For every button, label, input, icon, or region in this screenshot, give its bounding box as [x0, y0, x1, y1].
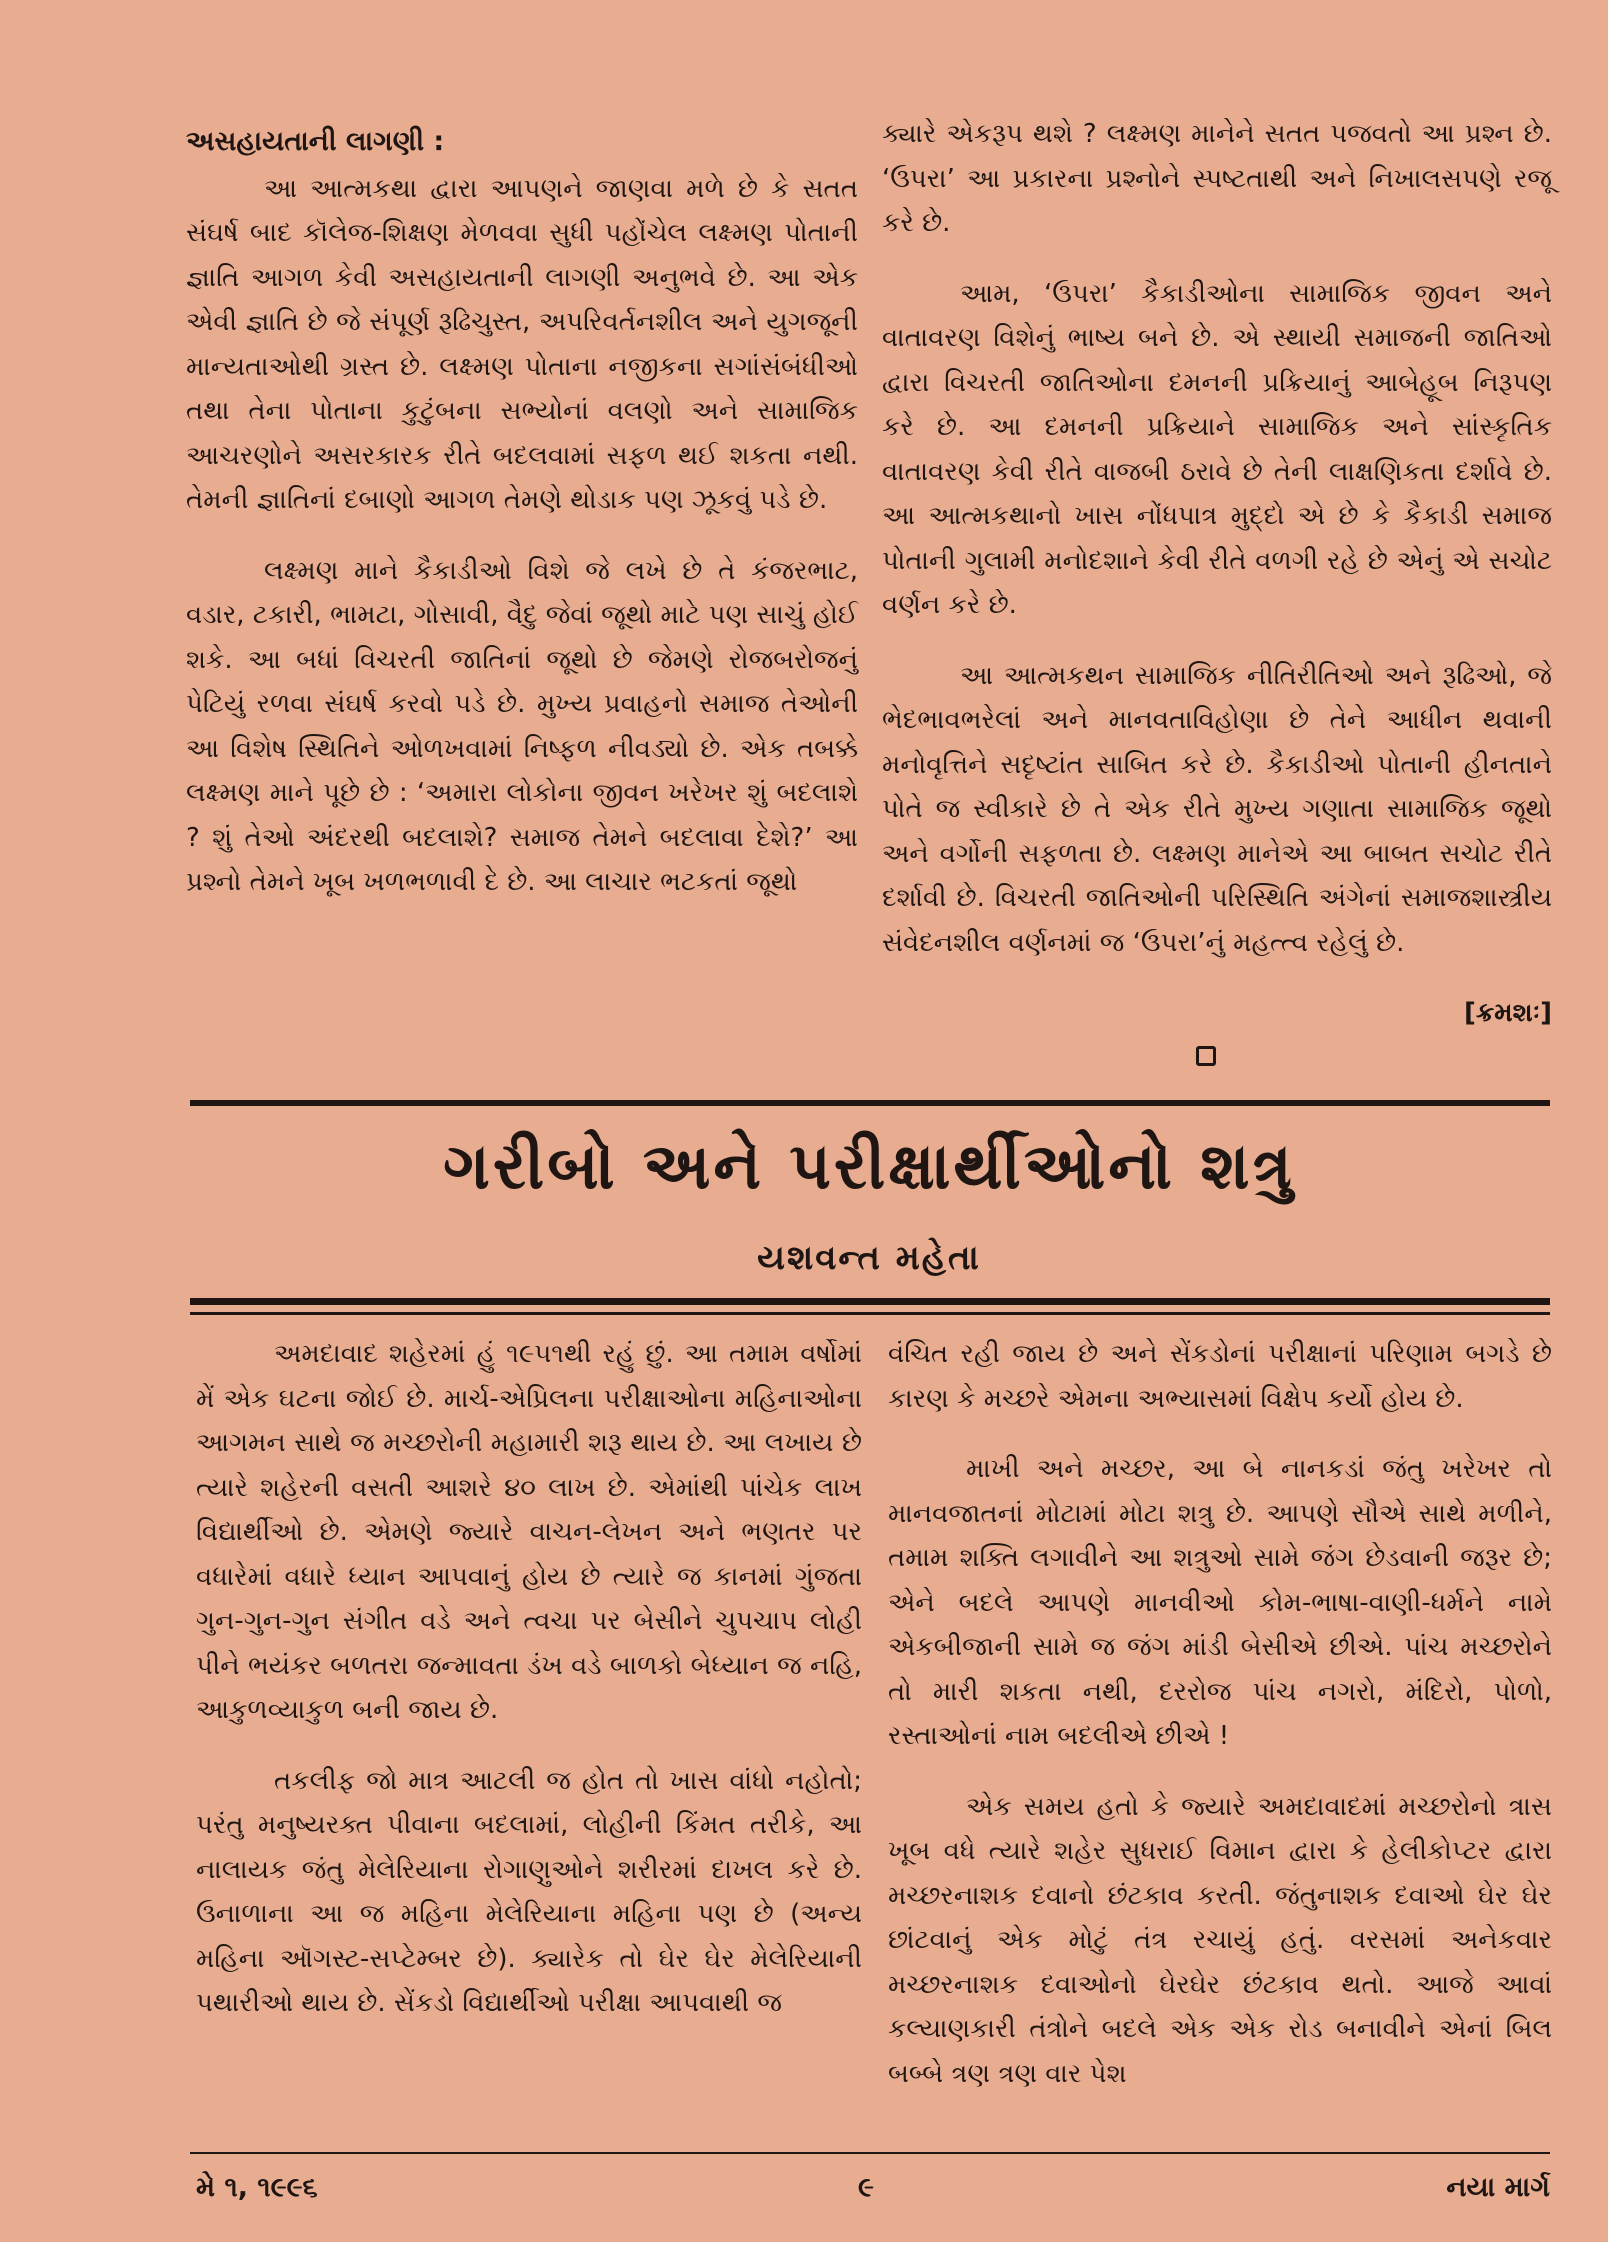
previous-article-right-column — [882, 112, 1552, 1036]
paragraph: એક સમય હતો કે જ્યારે અમદાવાદમાં મચ્છરોનો ત્રાસ ખૂબ વધે ત્યારે શહેર સુધરાઈ વિમાન દ્વારા કે હેલીકોપ્ટર દ્વારા મચ્છરનાશક દવાનો છંટકાવ કરતી. જંતુનાશક દવાઓ ઘેર ઘેર છાંટવાનું એક મોટું તંત્ર રચાયું હતું. વરસમાં અનેકવાર મચ્છરનાશક દવાઓનો ઘેરઘેર છંટકાવ થતો. આજે આવાં કલ્યાણકારી તંત્રોને બદલે એક એક રોડ બનાવીને એનાં બિલ બબ્બે ત્રણ ત્રણ વાર પેશ — [888, 1791, 1552, 2089]
footer-magazine-name: નયા માર્ગ — [1446, 2172, 1550, 2203]
article-right-column — [888, 1332, 1552, 2096]
previous-article-left-column — [186, 120, 858, 905]
paragraph: આમ, ‘ઉપરા’ કૈકાડીઓના સામાજિક જીવન અને વાતાવરણ વિશેનું ભાષ્ય બને છે. એ સ્થાયી સમાજની જાતિઓ દ્વારા વિચરતી જાતિઓના દમનની પ્રક્રિયાનું આબેહૂબ નિરૂપણ કરે છે. આ દમનની પ્રક્રિયાને સામાજિક અને સાંસ્કૃતિક વાતાવરણ કેવી રીતે વાજબી ઠરાવે છે તેની લાક્ષણિકતા દર્શાવે છે. આ આત્મકથાનો ખાસ નોંધપાત્ર મુદ્દો એ છે કે કૈકાડી સમાજ પોતાની ગુલામી મનોદશાને કેવી રીતે વળગી રહે છે એનું એ સચોટ વર્ણન કરે છે. — [882, 278, 1552, 620]
continued-mark: [ક્રમશઃ] — [1464, 998, 1552, 1028]
end-of-article-box-icon — [1196, 1046, 1216, 1066]
paragraph: આ આત્મકથા દ્વારા આપણને જાણવા મળે છે કે સતત સંઘર્ષ બાદ કૉલેજ-શિક્ષણ મેળવવા સુધી પહોંચેલ લક્ષ્મણ પોતાની જ્ઞાતિ આગળ કેવી અસહાયતાની લાગણી અનુભવે છે. આ એક એવી જ્ઞાતિ છે જે સંપૂર્ણ રૂઢિચુસ્ત, અપરિવર્તનશીલ અને યુગજૂની માન્યતાઓથી ગ્રસ્ત છે. લક્ષ્મણ પોતાના નજીકના સગાંસંબંધીઓ તથા તેના પોતાના કુટુંબના સભ્યોનાં વલણો અને સામાજિક આચરણોને અસરકારક રીતે બદલવામાં સફળ થઈ શકતા નથી. તેમની જ્ઞાતિનાં દબાણો આગળ તેમણે થોડાક પણ ઝૂકવું પડે છે. — [186, 173, 858, 515]
footer-date: મે ૧, ૧૯૯૬ — [196, 2172, 318, 2203]
article-left-column — [196, 1332, 862, 2026]
paragraph: લક્ષ્મણ માને કૈકાડીઓ વિશે જે લખે છે તે કંજરભાટ, વડાર, ટકારી, ભામટા, ગોસાવી, વૈદુ જેવાં જૂથો માટે પણ સાચું હોઈ શકે. આ બધાં વિચરતી જાતિનાં જૂથો છે જેમણે રોજબરોજનું પેટિયું રળવા સંઘર્ષ કરવો પડે છે. મુખ્ય પ્રવાહનો સમાજ તેઓની આ વિશેષ સ્થિતિને ઓળખવામાં નિષ્ફળ નીવડ્યો છે. એક તબક્કે લક્ષ્મણ માને પૂછે છે : ‘અમારા લોકોના જીવન ખરેખર શું બદલાશે ? શું તેઓ અંદરથી બદલાશે? સમાજ તેમને બદલાવા દેશે?’ આ પ્રશ્નો તેમને ખૂબ ખળભળાવી દે છે. આ લાચાર ભટકતાં જૂથો — [186, 555, 858, 897]
article-title: ગરીબો અને પરીક્ષાર્થીઓનો શત્રુ — [443, 1130, 1295, 1204]
footer-page-number: ૯ — [858, 2172, 874, 2203]
paragraph: આ આત્મકથન સામાજિક નીતિરીતિઓ અને રૂઢિઓ, જે ભેદભાવભરેલાં અને માનવતાવિહોણા છે તેને આધીન થવાની મનોવૃત્તિને સદૃષ્ટાંત સાબિત કરે છે. કૈકાડીઓ પોતાની હીનતાને પોતે જ સ્વીકારે છે તે એક રીતે મુખ્ય ગણાતા સામાજિક જૂથો અને વર્ગોની સફળતા છે. લક્ષ્મણ માનેએ આ બાબત સચોટ રીતે દર્શાવી છે. વિચરતી જાતિઓની પરિસ્થિતિ અંગેનાં સમાજશાસ્ત્રીય સંવેદનશીલ વર્ણનમાં જ ‘ઉપરા’નું મહત્ત્વ રહેલું છે. — [882, 660, 1552, 958]
paragraph: વંચિત રહી જાય છે અને સેંકડોનાં પરીક્ષાનાં પરિણામ બગડે છે કારણ કે મચ્છરે એમના અભ્યાસમાં વિક્ષેપ કર્યો હોય છે. — [888, 1339, 1552, 1414]
title-divider-rule-thick — [190, 1298, 1550, 1305]
footer-divider-rule — [190, 2152, 1550, 2154]
top-divider-rule — [190, 1100, 1550, 1106]
paragraph: માખી અને મચ્છર, આ બે નાનકડાં જંતુ ખરેખર તો માનવજાતનાં મોટામાં મોટા શત્રુ છે. આપણે સૌએ સાથે મળીને, તમામ શક્તિ લગાવીને આ શત્રુઓ સામે જંગ છેડવાની જરૂર છે; એને બદલે આપણે માનવીઓ કોમ-ભાષા-વાણી-ધર્મને નામે એકબીજાની સામે જ જંગ માંડી બેસીએ છીએ. પાંચ મચ્છરોને તો મારી શકતા નથી, દરરોજ પાંચ નગરો, મંદિરો, પોળો, રસ્તાઓનાં નામ બદલીએ છીએ ! — [888, 1454, 1552, 1751]
paragraph: ક્યારે એકરૂપ થશે ? લક્ષ્મણ માનેને સતત પજવતો આ પ્રશ્ન છે. ‘ઉપરા’ આ પ્રકારના પ્રશ્નોને સ્પષ્ટતાથી અને નિખાલસપણે રજૂ કરે છે. — [882, 119, 1552, 238]
title-divider-rule-thin — [190, 1312, 1550, 1315]
paragraph: અમદાવાદ શહેરમાં હું ૧૯૫૧થી રહું છું. આ તમામ વર્ષોમાં મેં એક ઘટના જોઈ છે. માર્ચ-એપ્રિલના પરીક્ષાઓના મહિનાઓના આગમન સાથે જ મચ્છરોની મહામારી શરૂ થાય છે. આ લખાય છે ત્યારે શહેરની વસતી આશરે ૪૦ લાખ છે. એમાંથી પાંચેક લાખ વિદ્યાર્થીઓ છે. એમણે જ્યારે વાચન-લેખન અને ભણતર પર વધારેમાં વધારે ધ્યાન આપવાનું હોય છે ત્યારે જ કાનમાં ગુંજતા ગુન-ગુન-ગુન સંગીત વડે અને ત્વચા પર બેસીને ચુપચાપ લોહી પીને ભયંકર બળતરા જન્માવતા ડંખ વડે બાળકો બેધ્યાન જ નહિ, આકુળવ્યાકુળ બની જાય છે. — [196, 1339, 862, 1725]
section-subheading: અસહાયતાની લાગણી : — [186, 126, 445, 157]
article-author: યશવન્ત મહેતા — [757, 1238, 981, 1278]
paragraph: તકલીફ જો માત્ર આટલી જ હોત તો ખાસ વાંધો નહોતો; પરંતુ મનુષ્યરક્ત પીવાના બદલામાં, લોહીની કિંમત તરીકે, આ નાલાયક જંતુ મેલેરિયાના રોગાણુઓને શરીરમાં દાખલ કરે છે. ઉનાળાના આ જ મહિના મેલેરિયાના મહિના પણ છે (અન્ય મહિના ઑગસ્ટ-સપ્ટેમ્બર છે). ક્યારેક તો ઘેર ઘેર મેલેરિયાની પથારીઓ થાય છે. સેંકડો વિદ્યાર્થીઓ પરીક્ષા આપવાથી જ — [196, 1765, 862, 2018]
